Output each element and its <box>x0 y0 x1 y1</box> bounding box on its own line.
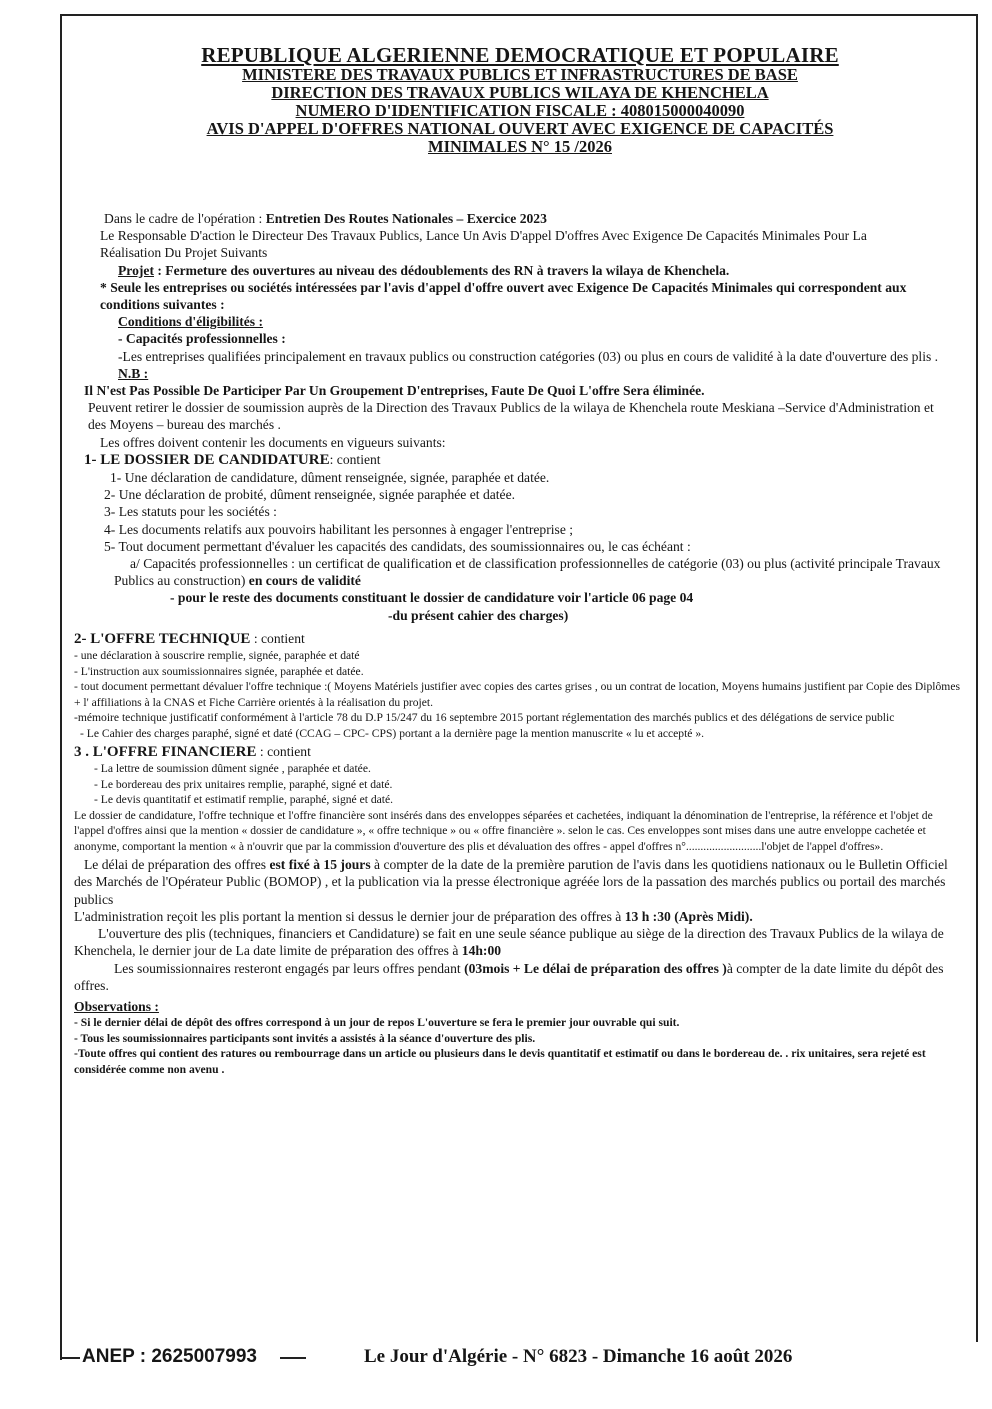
section1-item: 3- Les statuts pour les sociétés : <box>104 504 277 520</box>
document-header <box>62 44 978 156</box>
conditions-label: Conditions d'éligibilités : <box>118 314 264 330</box>
capacites-label: - Capacités professionnelles : <box>118 331 286 347</box>
section2-suffix: : contient <box>250 630 305 646</box>
observation-item: - Si le dernier délai de dépôt des offres correspond à un jour de repos L'ouverture se fera le premier jour ouvrable qui suit. <box>74 1016 680 1030</box>
operation-prefix: Dans le cadre de l'opération : <box>104 211 266 226</box>
footer-line-left <box>60 1357 80 1359</box>
header-avis-title: AVIS D'APPEL D'OFFRES NATIONAL OUVERT AVEC EXIGENCE DE CAPACITÉS <box>206 119 834 138</box>
admin-b: 13 h :30 (Après Midi). <box>624 908 753 924</box>
observation-item: -Toute offres qui contient des ratures ou rembourrage dans un article ou plusieurs dans le devis quantitatif et estimatif ou dans le bordereau de. . rix unitaires, sera rejeté est considérée comme non avenu . <box>74 1047 926 1076</box>
nb-label: N.B : <box>118 365 149 381</box>
header-fiscal-id: NUMERO D'IDENTIFICATION FISCALE : 408015000040090 <box>295 101 745 120</box>
header-ministry: MINISTERE DES TRAVAUX PUBLICS ET INFRASTRUCTURES DE BASE <box>242 65 798 84</box>
sub-a-text: a/ Capacités professionnelles : un certificat de qualification et de classification professionnelles de catégorie (03) ou plus (activité principale Travaux Publics au construction) <box>114 556 941 589</box>
section3-item: - La lettre de soumission dûment signée , paraphée et datée. <box>94 762 371 776</box>
sub-a-bold: en cours de validité <box>245 573 361 589</box>
observation-item: - Tous les soumissionnaires participants sont invités a assistés à la séance d'ouverture des plis. <box>74 1031 536 1045</box>
retirer-paragraph: Peuvent retirer le dossier de soumission auprès de la Direction des Travaux Publics de la wilaya de Khenchela route Meskiana –Service d'Administration et des Moyens – bureau des marchés . <box>88 400 934 433</box>
section3-heading <box>74 743 966 761</box>
section3-suffix: : contient <box>256 744 311 760</box>
projet-label: Projet <box>118 262 154 278</box>
section3-item: - Le bordereau des prix unitaires remplie, paraphé, signé et daté. <box>94 777 393 791</box>
responsable-paragraph: Le Responsable D'action le Directeur Des Travaux Publics, Lance Un Avis D'appel D'offres Avec Exigence De Capacités Minimales Pour La Réalisation Du Projet Suivants <box>100 228 867 261</box>
capacites-text: -Les entreprises qualifiées principalement en travaux publics ou construction catégories (03) ou plus en cours de validité à la date d'ouverture des plis . <box>118 348 939 364</box>
offres-contenir: Les offres doivent contenir les documents en vigueurs suivants: <box>100 434 446 450</box>
admin-paragraph <box>74 908 966 925</box>
observations-list <box>74 1015 966 1077</box>
header-direction: DIRECTION DES TRAVAUX PUBLICS WILAYA DE KHENCHELA <box>271 83 769 102</box>
footer <box>60 1340 960 1374</box>
enveloppes-paragraph: Le dossier de candidature, l'offre technique et l'offre financière sont insérés dans des enveloppes séparées et cachetées, indiquant la dénomination de l'entreprise, la référence et l'objet de l'appel d'offres ainsi que la mention « dossier de candidature », « offre technique » ou « offre financière ». selon le cas. Ces enveloppes sont mises dans une autre enveloppe cachetée et anonyme, comportant la mention « à n'ouvrir que par la commission d'ouverture des plis et dévaluation des offres - appel d'offres n°..........................l'objet de l'appel d'offres». <box>74 808 933 853</box>
section1-item: 5- Tout document permettant d'évaluer les capacités des candidats, des soumissionnaires ou, le cas échéant : <box>104 538 691 554</box>
engages-c: à compter de la date limite du dépôt des offres. <box>74 960 944 993</box>
section3-list <box>94 761 966 808</box>
section1-item: 1- Une déclaration de candidature, dûment renseignée, signée, paraphée et datée. <box>110 470 550 486</box>
section2-list <box>74 648 966 741</box>
section3-title: 3 . L'OFFRE FINANCIERE <box>74 744 257 761</box>
section2-item: - Le Cahier des charges paraphé, signé et daté (CCAG – CPC- CPS) portant a la dernière page la mention manuscrite « lu et accepté ». <box>80 726 705 740</box>
section3-item: - Le devis quantitatif et estimatif remplie, paraphé, signé et daté. <box>94 793 394 807</box>
section1-title: 1- LE DOSSIER DE CANDIDATURE <box>84 451 330 468</box>
section2-title: 2- L'OFFRE TECHNIQUE <box>74 630 251 647</box>
section1-reste-2: -du présent cahier des charges) <box>388 607 569 623</box>
section1-item: 4- Les documents relatifs aux pouvoirs habilitant les personnes à engager l'entreprise ; <box>104 521 574 537</box>
section2-item: - tout document permettant dévaluer l'offre technique :( Moyens Matériels justifier avec copies des cartes grises , ou un contrat de location, Moyens humains justifient par Copie des Diplômes + l' affiliations à la CNAS et Fiche Carrière orientés à la réalisation du projet. <box>74 680 960 709</box>
ouverture-b: 14h:00 <box>461 943 502 959</box>
engages-a: Les soumissionnaires resteront engagés par leurs offres pendant <box>114 960 465 976</box>
delai-paragraph <box>74 856 966 908</box>
delai-c: à compter de la date de la première parution de l'avis dans les quotidiens nationaux ou le Bulletin Officiel des Marchés de l'Opérateur Public (BOMOP) , et la publication via la presse électronique agréée lors de la passation des marchés publics ou portail des marchés publics <box>74 857 948 907</box>
section1-heading <box>84 451 966 469</box>
projet-line <box>118 262 966 279</box>
seule-paragraph: * Seule les entreprises ou sociétés intéressées par l'avis d'appel d'offre ouvert avec Exigence De Capacités Minimales qui correspondent aux conditions suivantes : <box>100 279 907 313</box>
delai-b: est fixé à 15 jours <box>269 857 371 873</box>
section1-suffix: : contient <box>329 451 381 467</box>
section2-item: - L'instruction aux soumissionnaires signée, paraphée et datée. <box>74 664 364 678</box>
operation-line <box>104 210 966 227</box>
header-republic: REPUBLIQUE ALGERIENNE DEMOCRATIQUE ET POPULAIRE <box>201 43 839 67</box>
engages-b: (03mois + Le délai de préparation des offres ) <box>464 960 727 976</box>
ouverture-paragraph <box>74 925 966 959</box>
section1-reste-1: - pour le reste des documents constituant le dossier de candidature voir l'article 06 page 04 <box>170 590 694 606</box>
nb-text: Il N'est Pas Possible De Participer Par Un Groupement D'entreprises, Faute De Quoi L'offre Sera éliminée. <box>84 383 705 399</box>
delai-a: Le délai de préparation des offres <box>84 857 270 873</box>
footer-line-right <box>280 1357 306 1359</box>
header-avis-number: MINIMALES N° 15 /2026 <box>428 137 612 156</box>
observations-title: Observations : <box>74 998 159 1014</box>
section2-heading <box>74 630 966 648</box>
anep-reference: ANEP : 2625007993 <box>82 1346 257 1367</box>
ouverture-a: L'ouverture des plis (techniques, financiers et Candidature) se fait en une seule séance publique au siège de la direction des Travaux Publics de la wilaya de Khenchela, le dernier jour de La date limite de préparation des offres à <box>74 926 944 959</box>
journal-reference: Le Jour d'Algérie - N° 6823 - Dimanche 16 août 2026 <box>364 1346 793 1367</box>
section2-item: - une déclaration à souscrire remplie, signée, paraphée et daté <box>74 649 360 663</box>
document-body <box>74 210 966 1077</box>
section1-sub-a <box>114 555 958 589</box>
projet-text: : Fermeture des ouvertures au niveau des dédoublements des RN à travers la wilaya de Khenchela. <box>153 262 730 278</box>
section2-item: -mémoire technique justificatif conformément à l'article 78 du D.P 15/247 du 16 septembre 2015 portant réglementation des marchés publics et des délégations de service public <box>74 711 895 725</box>
section1-item: 2- Une déclaration de probité, dûment renseignée, signée paraphée et datée. <box>104 487 516 503</box>
engages-paragraph <box>74 960 966 994</box>
operation-name: Entretien Des Routes Nationales – Exercice 2023 <box>265 211 547 226</box>
admin-a: L'administration reçoit les plis portant la mention si dessus le dernier jour de préparation des offres à <box>74 908 625 924</box>
